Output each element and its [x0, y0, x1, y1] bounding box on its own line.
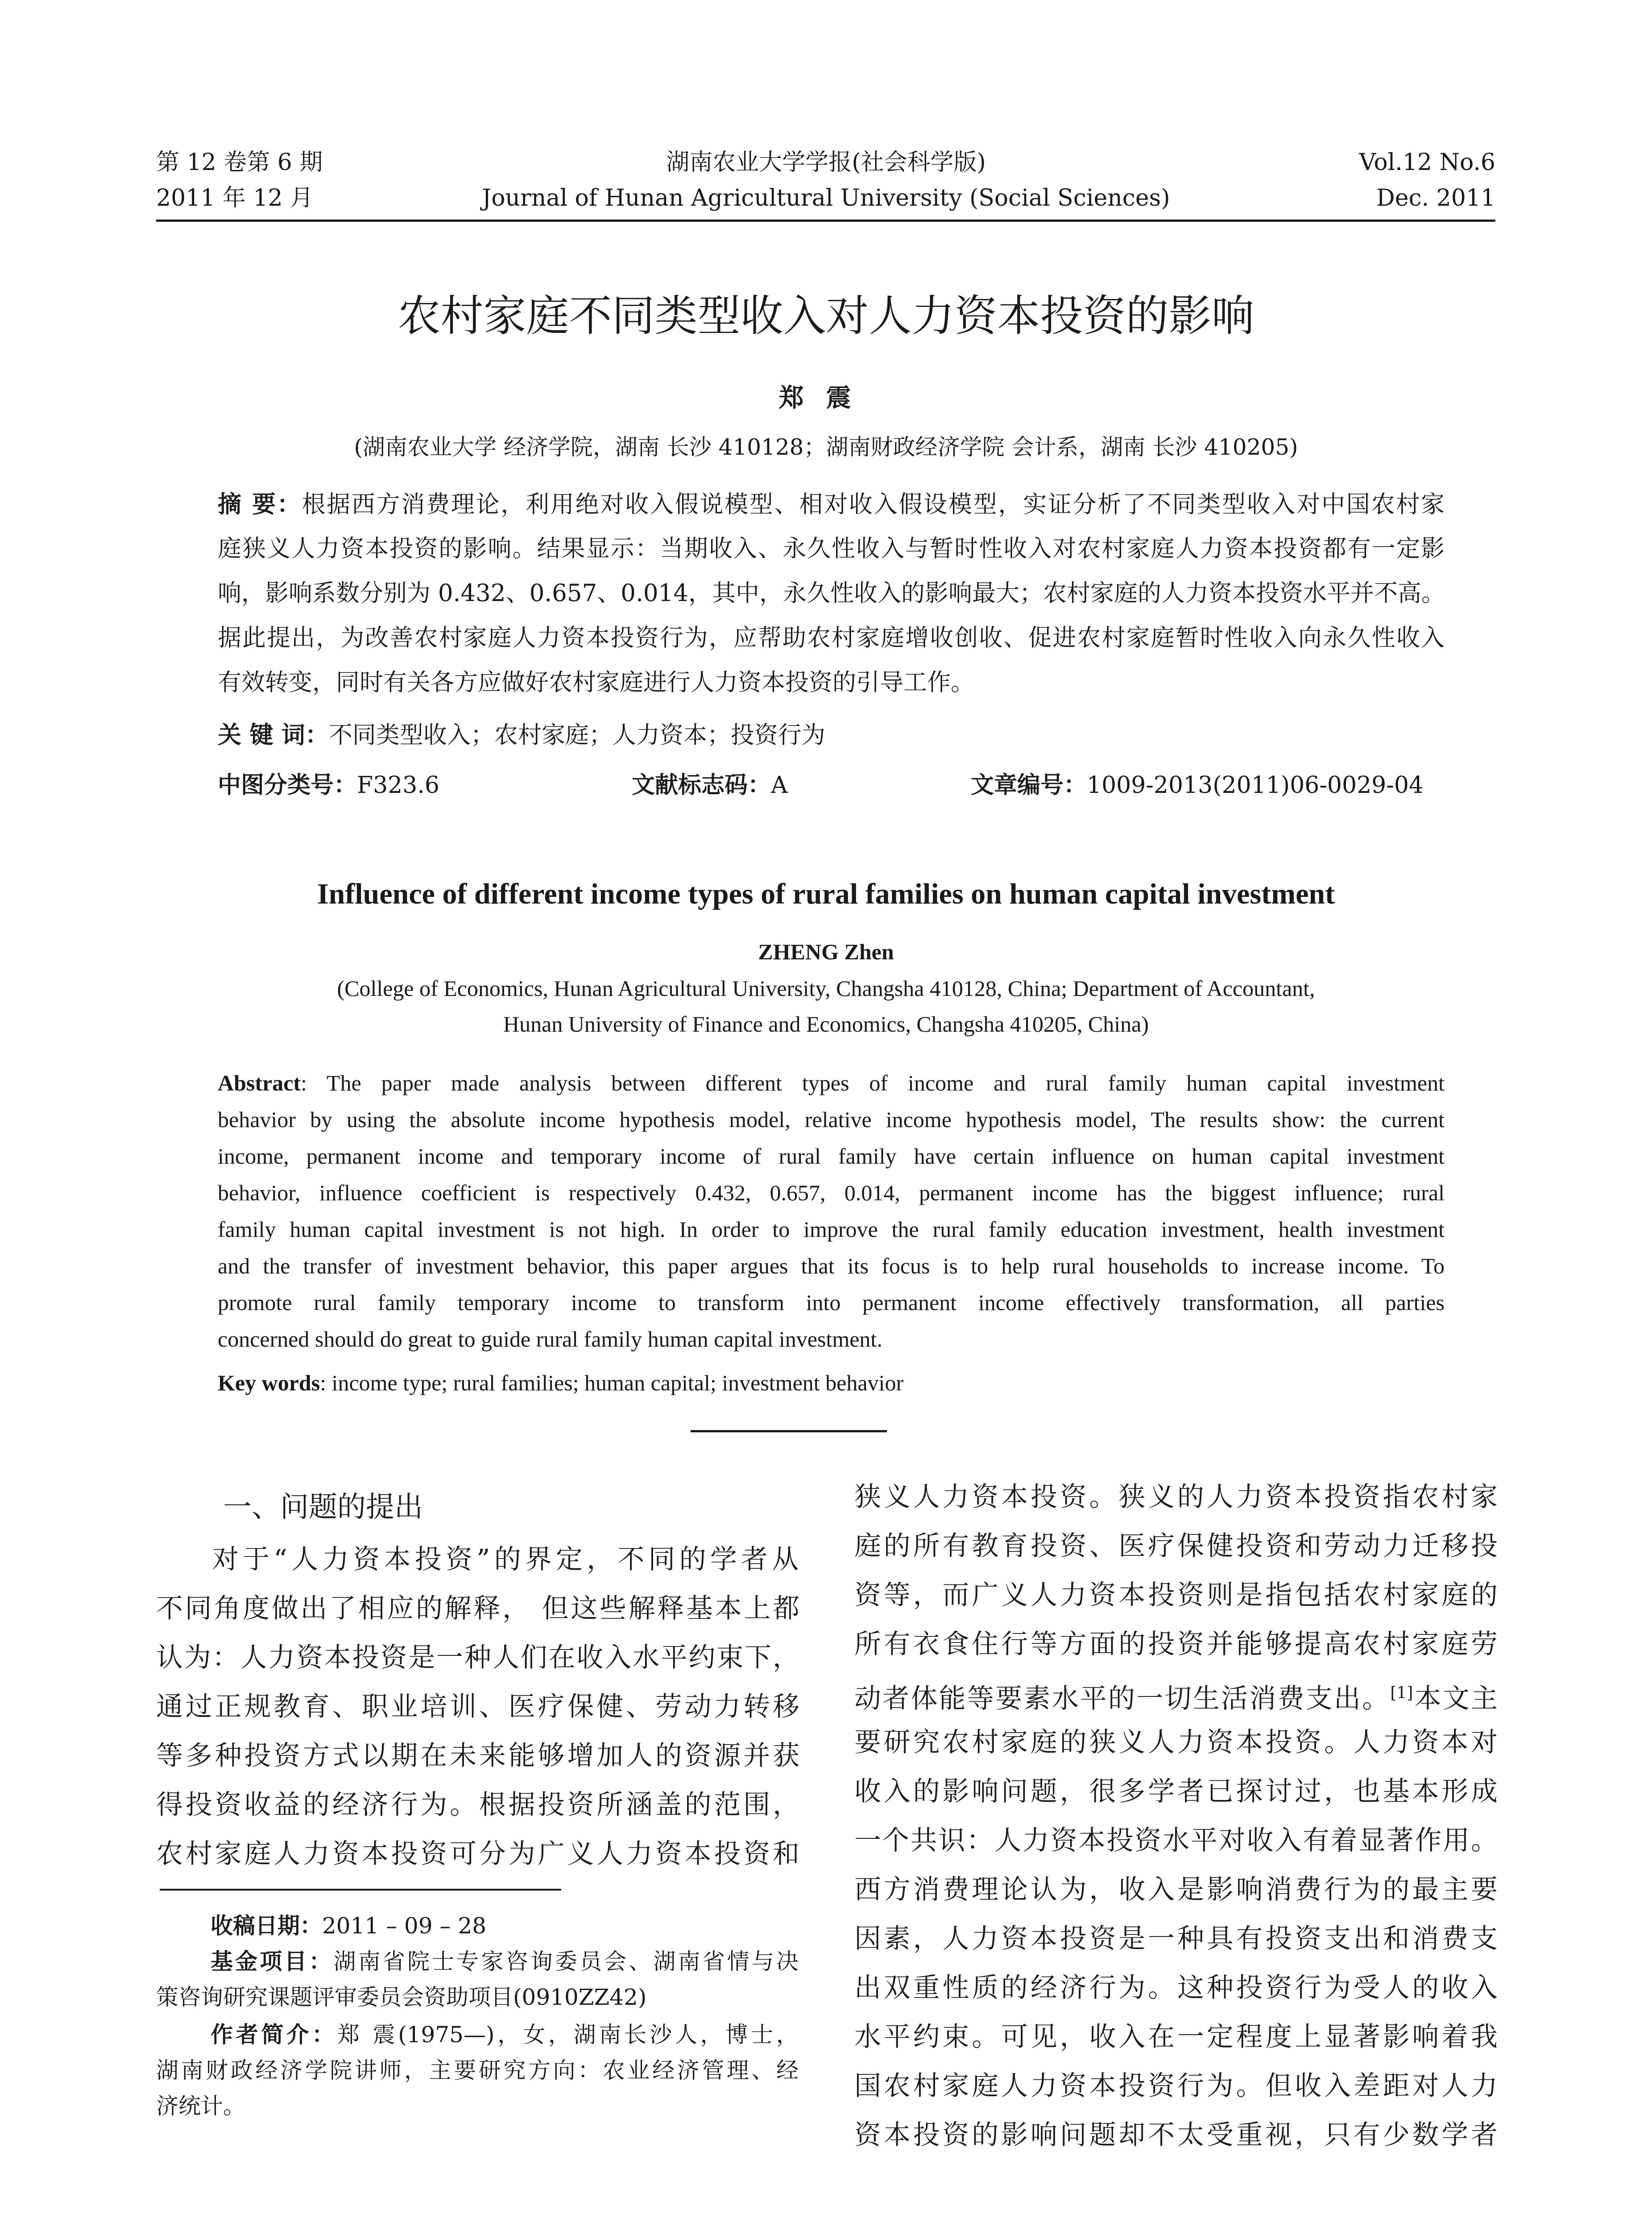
abstract-cn-line-2: 庭狭义人力资本投资的影响。结果显示：当期收入、永久性收入与暂时性收入对农村家庭人力资本投资都有一定影	[218, 535, 1445, 562]
left-body-line-3: 认为：人力资本投资是一种人们在收入水平约束下，	[156, 1642, 799, 1673]
volume-issue-en: Vol.12 No.6	[1359, 149, 1495, 176]
footnote-bio-line-3: 济统计。	[156, 2093, 245, 2119]
right-body-line-13: 国农村家庭人力资本投资行为。但收入差距对人力	[854, 2070, 1498, 2102]
paper-title-en: Influence of different income types of rural families on human capital investment	[317, 878, 1335, 910]
abstract-cn-label: 摘 要：	[218, 490, 302, 518]
footnote-fund-line-1: 基金项目：湖南省院士专家咨询委员会、湖南省情与决	[211, 1948, 799, 1974]
abstract-en-line-8: concerned should do great to guide rural family human capital investment.	[218, 1327, 882, 1352]
left-body-line-7: 农村家庭人力资本投资可分为广义人力资本投资和	[156, 1838, 799, 1870]
author-cn: 郑震	[778, 383, 874, 413]
right-body-line-1: 狭义人力资本投资。狭义的人力资本投资指农村家	[854, 1481, 1498, 1513]
right-body-line-12: 水平约束。可见，收入在一定程度上显著影响着我	[854, 2021, 1498, 2053]
keywords-cn-text: 不同类型收入；农村家庭；人力资本；投资行为	[328, 722, 825, 749]
right-body-line-6: 要研究农村家庭的狭义人力资本投资。人力资本对	[854, 1727, 1498, 1758]
footnote-bio-line-2: 湖南财政经济学院讲师，主要研究方向：农业经济管理、经	[156, 2057, 799, 2083]
right-body-line-8: 一个共识：人力资本投资水平对收入有着显著作用。	[854, 1825, 1498, 1856]
abstract-cn-line-3: 响，影响系数分别为 0.432、0.657、0.014，其中，永久性收入的影响最大；农村家庭的人力资本投资水平并不高。	[218, 580, 1445, 607]
right-body-line-3: 资等，而广义人力资本投资则是指包括农村家庭的	[854, 1580, 1498, 1611]
journal-name-en: Journal of Hunan Agricultural University (Social Sciences)	[482, 185, 1170, 211]
keywords-cn-label: 关 键 词：	[218, 721, 329, 749]
left-body-line-5: 等多种投资方式以期在未来能够增加人的资源并获	[156, 1740, 799, 1771]
right-body-line-10: 因素，人力资本投资是一种具有投资支出和消费支	[854, 1923, 1498, 1954]
article-number: 文章编号：1009-2013(2011)06-0029-04	[971, 771, 1424, 799]
abstract-en-line-6: and the transfer of investment behavior, this paper argues that its focus is to help rural households to increase income. To	[218, 1253, 1445, 1278]
document-code: 文献标志码：A	[632, 771, 788, 799]
right-body-line-11: 出双重性质的经济行为。这种投资行为受人的收入	[854, 1972, 1498, 2003]
affiliation-en-line-1: (College of Economics, Hunan Agricultural University, Changsha 410128, China; Department of Accountant,	[337, 976, 1315, 1001]
footnote-bio-line-1: 作者简介：郑 震(1975—)，女，湖南长沙人，博士，	[211, 2021, 799, 2048]
section-separator	[691, 1430, 887, 1432]
header-rule	[156, 220, 1495, 222]
clc-number: 中图分类号：F323.6	[218, 771, 439, 799]
footnote-rule	[160, 1889, 561, 1891]
abstract-en-line-2: behavior by using the absolute income hypothesis model, relative income hypothesis model, The results show: the current	[218, 1107, 1445, 1132]
right-body-line-2: 庭的所有教育投资、医疗保健投资和劳动力迁移投	[854, 1530, 1498, 1562]
abstract-en-line-1: Abstract: The paper made analysis between different types of income and rural family human capital investment	[218, 1070, 1445, 1095]
left-body-line-2: 不同角度做出了相应的解释， 但这些解释基本上都	[156, 1593, 799, 1624]
abstract-en-line-7: promote rural family temporary income to transform into permanent income effectively transformation, all parties	[218, 1290, 1445, 1315]
affiliation-en-line-2: Hunan University of Finance and Economics, Changsha 410205, China)	[503, 1012, 1149, 1037]
right-body-line-5: 动者体能等要素水平的一切生活消费支出。[1]本文主	[854, 1683, 1498, 1714]
volume-issue-cn: 第 12 卷第 6 期	[156, 149, 323, 176]
abstract-en-line-3: income, permanent income and temporary income of rural family have certain influence on human capital investment	[218, 1144, 1445, 1169]
date-cn: 2011 年 12 月	[156, 185, 314, 211]
journal-name-cn: 湖南农业大学学报(社会科学版)	[666, 149, 986, 176]
right-body-line-14: 资本投资的影响问题却不太受重视，只有少数学者	[854, 2119, 1498, 2151]
keywords-cn	[218, 716, 825, 750]
footnote-received: 收稿日期：2011 – 09 – 28	[211, 1912, 487, 1939]
right-body-line-7: 收入的影响问题，很多学者已探讨过，也基本形成	[854, 1776, 1498, 1807]
paper-title-cn: 农村家庭不同类型收入对人力资本投资的影响	[397, 291, 1255, 341]
abstract-en-line-5: family human capital investment is not high. In order to improve the rural family education investment, health investment	[218, 1217, 1445, 1242]
left-body-line-1: 对于“人力资本投资”的界定，不同的学者从	[212, 1544, 799, 1575]
abstract-cn-line-1: 摘 要：根据西方消费理论，利用绝对收入假说模型、相对收入假设模型，实证分析了不同类型收入对中国农村家	[218, 490, 1445, 518]
left-body-line-6: 得投资收益的经济行为。根据投资所涵盖的范围，	[156, 1789, 799, 1820]
left-body-line-4: 通过正规教育、职业培训、医疗保健、劳动力转移	[156, 1691, 799, 1722]
keywords-en	[218, 1364, 1445, 1401]
right-body-line-9: 西方消费理论认为，收入是影响消费行为的最主要	[854, 1874, 1498, 1905]
abstract-cn-line-4: 据此提出，为改善农村家庭人力资本投资行为，应帮助农村家庭增收创收、促进农村家庭暂时性收入向永久性收入	[218, 624, 1445, 651]
keywords-en-label: Key words	[218, 1370, 320, 1395]
footnote-fund-line-2: 策咨询研究课题评审委员会资助项目(0910ZZ42)	[156, 1984, 647, 2010]
abstract-cn-line-5: 有效转变，同时有关各方应做好农村家庭进行人力资本投资的引导工作。	[218, 669, 974, 696]
date-en: Dec. 2011	[1376, 185, 1495, 211]
right-body-line-4: 所有衣食住行等方面的投资并能够提高农村家庭劳	[854, 1629, 1498, 1660]
abstract-en-line-4: behavior, influence coefficient is respectively 0.432, 0.657, 0.014, permanent income has the biggest influence; rural	[218, 1180, 1445, 1205]
affiliation-cn: (湖南农业大学 经济学院，湖南 长沙 410128；湖南财政经济学院 会计系，湖南 长沙 410205)	[354, 434, 1298, 460]
keywords-en-text: : income type; rural families; human capital; investment behavior	[320, 1370, 904, 1395]
abstract-en-label: Abstract	[218, 1070, 301, 1095]
citation-ref-1[interactable]: [1]	[1390, 1684, 1413, 1702]
section-heading-1: 一、问题的提出	[223, 1491, 423, 1524]
author-en: ZHENG Zhen	[758, 939, 894, 964]
